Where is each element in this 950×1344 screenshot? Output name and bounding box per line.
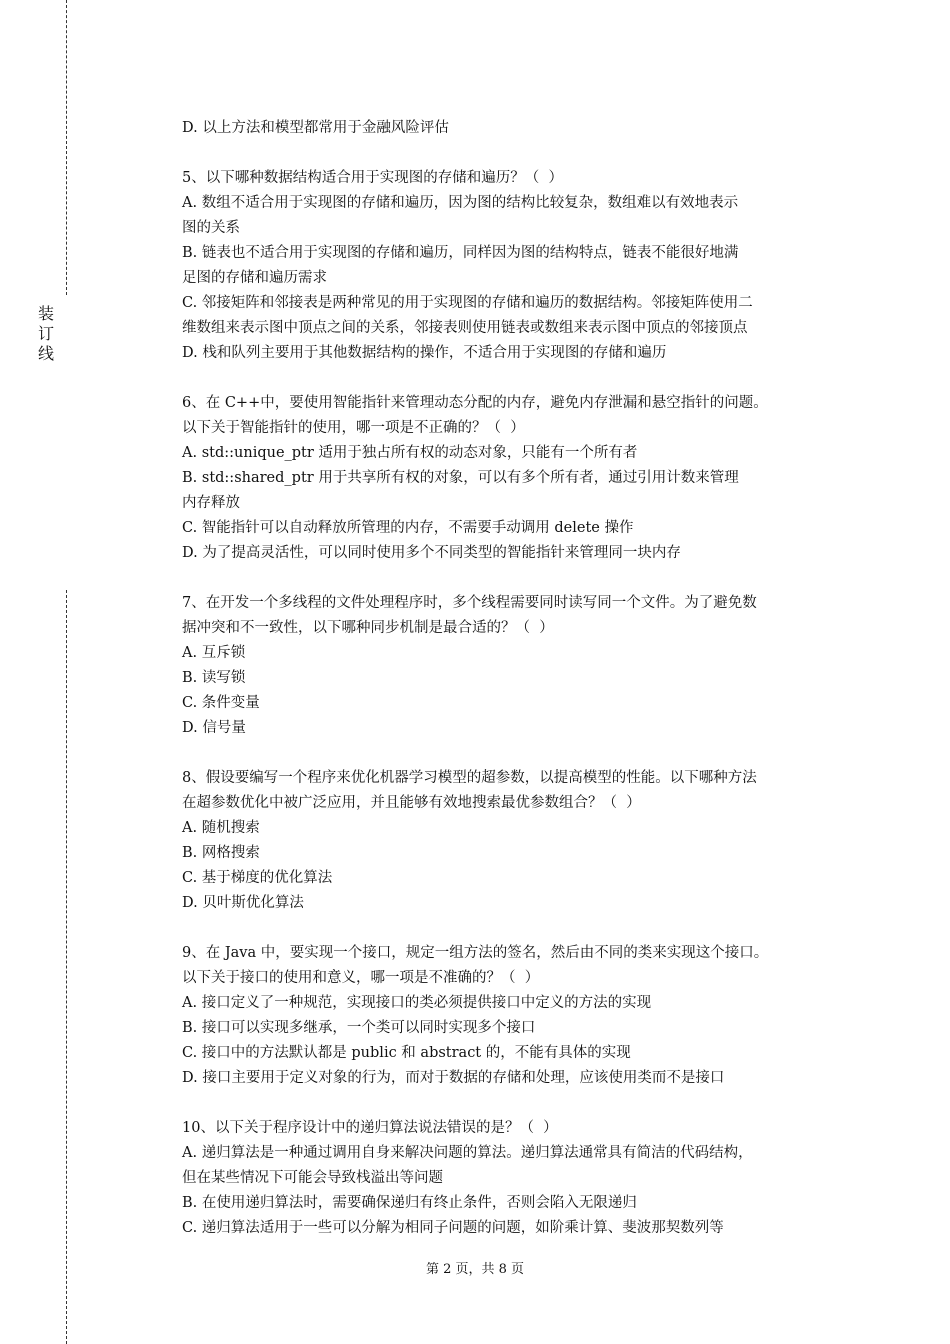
binding-label: 装订线 [38,304,55,363]
question-line: B. 接口可以实现多继承，一个类可以同时实现多个接口 [182,1020,536,1036]
question-line: D. 为了提高灵活性，可以同时使用多个不同类型的智能指针来管理同一块内存 [182,545,681,561]
question-block [182,1116,862,1241]
question-block [182,941,862,1091]
question-line: C. 智能指针可以自动释放所管理的内存，不需要手动调用 delete 操作 [182,520,634,536]
question-line: A. 接口定义了一种规范，实现接口的类必须提供接口中定义的方法的实现 [182,995,652,1011]
question-block [182,166,862,366]
question-line: A. std::unique_ptr 适用于独占所有权的动态对象，只能有一个所有者 [182,445,638,461]
question-line: A. 数组不适合用于实现图的存储和遍历，因为图的结构比较复杂，数组难以有效地表示 [182,195,739,211]
binding-line-top [66,0,67,295]
question-line: B. 在使用递归算法时，需要确保递归有终止条件，否则会陷入无限递归 [182,1195,637,1211]
question-line: 6、在 C++中，要使用智能指针来管理动态分配的内存，避免内存泄漏和悬空指针的问题。 [182,395,768,411]
question-line: A. 互斥锁 [182,645,246,661]
question-line: D. 信号量 [182,720,246,736]
binding-line-bottom [66,590,67,1344]
question-line: 以下关于接口的使用和意义，哪一项是不准确的？（ ） [182,970,540,986]
question-line: A. 随机搜索 [182,820,260,836]
question-block [182,766,862,916]
question-line: 8、假设要编写一个程序来优化机器学习模型的超参数，以提高模型的性能。以下哪种方法 [182,770,757,786]
question-line: B. 网格搜索 [182,845,260,861]
question-line: 内存释放 [182,495,240,511]
question-line: 图的关系 [182,220,240,236]
question-line: B. 链表也不适合用于实现图的存储和遍历，同样因为图的结构特点，链表不能很好地满 [182,245,739,261]
question-block [182,391,862,566]
question-line: B. 读写锁 [182,670,246,686]
document-content [182,116,862,1266]
question-line: 9、在 Java 中，要实现一个接口，规定一组方法的签名，然后由不同的类来实现这个接口。 [182,945,769,961]
question-line: 在超参数优化中被广泛应用，并且能够有效地搜索最优参数组合？（ ） [182,795,641,811]
question-line: 以下关于智能指针的使用，哪一项是不正确的？（ ） [182,420,525,436]
question-line: B. std::shared_ptr 用于共享所有权的对象，可以有多个所有者，通过引用计数来管理 [182,470,739,486]
question-line: 但在某些情况下可能会导致栈溢出等问题 [182,1170,443,1186]
question-line: 7、在开发一个多线程的文件处理程序时，多个线程需要同时读写同一个文件。为了避免数 [182,595,757,611]
question-line: C. 基于梯度的优化算法 [182,870,333,886]
question-line: 维数组来表示图中顶点之间的关系，邻接表则使用链表或数组来表示图中顶点的邻接顶点 [182,320,748,336]
question-line: D. 接口主要用于定义对象的行为，而对于数据的存储和处理，应该使用类而不是接口 [182,1070,725,1086]
question-line: C. 递归算法适用于一些可以分解为相同子问题的问题，如阶乘计算、斐波那契数列等 [182,1220,724,1236]
page-footer: 第 2 页，共 8 页 [425,1262,525,1277]
question-line: C. 条件变量 [182,695,260,711]
question-4-tail [182,116,862,141]
question-line: 5、以下哪种数据结构适合用于实现图的存储和遍历？（ ） [182,170,563,186]
question-line: D. 贝叶斯优化算法 [182,895,304,911]
question-block [182,591,862,741]
question-line: 10、以下关于程序设计中的递归算法说法错误的是？（ ） [182,1120,558,1136]
question-line: 据冲突和不一致性，以下哪种同步机制是最合适的？（ ） [182,620,554,636]
question-line: 足图的存储和遍历需求 [182,270,327,286]
question-line: A. 递归算法是一种通过调用自身来解决问题的算法。递归算法通常具有简洁的代码结构， [182,1145,753,1161]
question-line: C. 邻接矩阵和邻接表是两种常见的用于实现图的存储和遍历的数据结构。邻接矩阵使用二 [182,295,753,311]
question-line: D. 以上方法和模型都常用于金融风险评估 [182,120,449,136]
question-line: D. 栈和队列主要用于其他数据结构的操作，不适合用于实现图的存储和遍历 [182,345,667,361]
question-line: C. 接口中的方法默认都是 public 和 abstract 的，不能有具体的实现 [182,1045,631,1061]
